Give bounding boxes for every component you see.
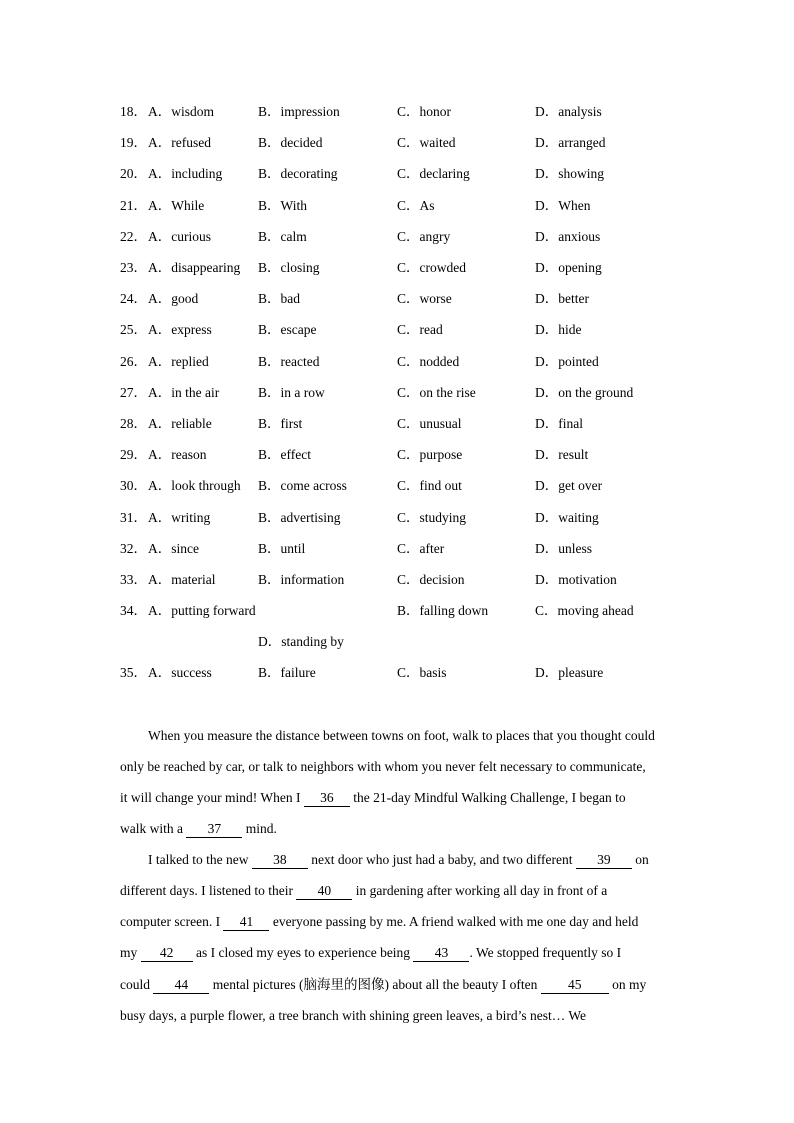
- passage-line: [120, 881, 607, 901]
- question-number: 23．: [120, 260, 147, 275]
- passage-text: mind.: [242, 821, 277, 836]
- passage-text: everyone passing by me. A friend walked with me one day and held: [269, 914, 639, 929]
- option-a: A．material: [148, 572, 216, 587]
- option-b: B．falling down: [397, 603, 489, 618]
- option-c: C．As: [397, 198, 435, 213]
- option-a: A．While: [148, 198, 205, 213]
- passage-text: walk with a: [120, 821, 187, 836]
- blank-37: 37: [186, 821, 242, 838]
- question-number: 30．: [120, 478, 147, 493]
- option-a: A．reason: [148, 447, 207, 462]
- question-number: 33．: [120, 572, 147, 587]
- question-number: 35．: [120, 665, 147, 680]
- option-b: B．reacted: [258, 354, 320, 369]
- option-a: A．refused: [148, 135, 211, 150]
- blank-44: 44: [153, 977, 209, 994]
- option-b: B．come across: [258, 478, 347, 493]
- passage-text: on my: [608, 977, 647, 992]
- option-c: C．after: [397, 541, 445, 556]
- question-number: 22．: [120, 229, 147, 244]
- option-a: A．putting forward: [148, 603, 256, 618]
- passage-text: it will change your mind! When I: [120, 790, 304, 805]
- option-c: C．studying: [397, 510, 467, 525]
- blank-40: 40: [296, 883, 352, 900]
- option-c: C．find out: [397, 478, 462, 493]
- option-a: A．good: [148, 291, 199, 306]
- passage-text: When you measure the distance between towns on foot, walk to places that you thought could: [148, 728, 655, 743]
- option-b: B．With: [258, 198, 307, 213]
- option-d: D．get over: [535, 478, 603, 493]
- passage-text: the 21-day Mindful Walking Challenge, I began to: [349, 790, 626, 805]
- option-b: B．decided: [258, 135, 323, 150]
- blank-41: 41: [223, 914, 269, 931]
- passage-line: [120, 757, 646, 777]
- blank-39: 39: [576, 852, 632, 869]
- passage-line: [120, 819, 277, 839]
- option-d: D．final: [535, 416, 583, 431]
- option-d: D．motivation: [535, 572, 617, 587]
- blank-43: 43: [413, 945, 469, 962]
- option-d: D．on the ground: [535, 385, 634, 400]
- passage-line: [120, 912, 638, 932]
- passage-text: could: [120, 977, 154, 992]
- passage-line: [120, 788, 626, 808]
- option-c: C．read: [397, 322, 443, 337]
- option-c: C．crowded: [397, 260, 466, 275]
- option-b: B．calm: [258, 229, 307, 244]
- option-b: B．bad: [258, 291, 300, 306]
- option-b: B．first: [258, 416, 303, 431]
- option-c: C．angry: [397, 229, 451, 244]
- option-b: B．information: [258, 572, 345, 587]
- passage-text: mental pictures (脑海里的图像) about all the beauty I often: [209, 977, 541, 992]
- option-c: C．moving ahead: [535, 603, 634, 618]
- question-number: 21．: [120, 198, 147, 213]
- blank-42: 42: [141, 945, 193, 962]
- option-a: A．replied: [148, 354, 209, 369]
- option-b: B．impression: [258, 104, 340, 119]
- blank-38: 38: [252, 852, 308, 869]
- option-c: C．decision: [397, 572, 465, 587]
- question-number: 28．: [120, 416, 147, 431]
- option-d: D．anxious: [535, 229, 601, 244]
- question-number: 26．: [120, 354, 147, 369]
- question-number: 19．: [120, 135, 147, 150]
- passage-text: busy days, a purple flower, a tree branch with shining green leaves, a bird’s nest… We: [120, 1008, 586, 1023]
- option-d: D．When: [535, 198, 591, 213]
- option-d: D．analysis: [535, 104, 602, 119]
- option-a: A．wisdom: [148, 104, 215, 119]
- option-b: B．decorating: [258, 166, 338, 181]
- passage-text: next door who just had a baby, and two different: [307, 852, 576, 867]
- passage-line: [120, 975, 646, 995]
- option-c: C．worse: [397, 291, 452, 306]
- option-c: C．nodded: [397, 354, 460, 369]
- option-d: D．better: [535, 291, 589, 306]
- passage-text: only be reached by car, or talk to neighbors with whom you never felt necessary to communicate,: [120, 759, 646, 774]
- passage-text: on: [631, 852, 649, 867]
- option-a: A．including: [148, 166, 223, 181]
- option-a: A．since: [148, 541, 199, 556]
- option-d: D．waiting: [535, 510, 599, 525]
- passage-text: my: [120, 945, 141, 960]
- option-c: C．declaring: [397, 166, 470, 181]
- option-b: B．effect: [258, 447, 311, 462]
- passage-text: in gardening after working all day in front of a: [352, 883, 608, 898]
- option-b: B．escape: [258, 322, 317, 337]
- option-c: C．basis: [397, 665, 447, 680]
- option-a: A．curious: [148, 229, 211, 244]
- option-d: D．unless: [535, 541, 592, 556]
- option-c: C．unusual: [397, 416, 462, 431]
- option-a: A．success: [148, 665, 212, 680]
- option-b: B．advertising: [258, 510, 341, 525]
- blank-45: 45: [541, 977, 609, 994]
- passage-line: [120, 943, 621, 963]
- passage-text: computer screen. I: [120, 914, 224, 929]
- option-d: D．standing by: [258, 634, 344, 649]
- option-a: A．writing: [148, 510, 211, 525]
- option-b: B．closing: [258, 260, 320, 275]
- option-a: A．disappearing: [148, 260, 241, 275]
- option-d: D．pointed: [535, 354, 599, 369]
- option-d: D．opening: [535, 260, 602, 275]
- passage-line: [148, 726, 655, 746]
- passage-text: as I closed my eyes to experience being: [192, 945, 414, 960]
- option-b: B．failure: [258, 665, 316, 680]
- passage-text: I talked to the new: [148, 852, 252, 867]
- question-number: 24．: [120, 291, 147, 306]
- question-number: 18．: [120, 104, 147, 119]
- option-c: C．purpose: [397, 447, 463, 462]
- option-d: D．pleasure: [535, 665, 604, 680]
- option-d: D．arranged: [535, 135, 606, 150]
- question-number: 31．: [120, 510, 147, 525]
- question-number: 32．: [120, 541, 147, 556]
- option-c: C．waited: [397, 135, 456, 150]
- option-a: A．express: [148, 322, 212, 337]
- question-number: 27．: [120, 385, 147, 400]
- option-c: C．honor: [397, 104, 451, 119]
- passage-line: [148, 850, 649, 870]
- option-b: B．in a row: [258, 385, 325, 400]
- question-number: 34．: [120, 603, 147, 618]
- passage-text: different days. I listened to their: [120, 883, 297, 898]
- option-a: A．reliable: [148, 416, 212, 431]
- option-c: C．on the rise: [397, 385, 476, 400]
- passage-line: [120, 1006, 586, 1026]
- option-a: A．look through: [148, 478, 241, 493]
- option-d: D．showing: [535, 166, 605, 181]
- passage-text: . We stopped frequently so I: [469, 945, 622, 960]
- question-number: 20．: [120, 166, 147, 181]
- question-number: 29．: [120, 447, 147, 462]
- option-d: D．hide: [535, 322, 582, 337]
- option-d: D．result: [535, 447, 589, 462]
- reading-passage: [120, 0, 680, 1123]
- option-a: A．in the air: [148, 385, 220, 400]
- option-b: B．until: [258, 541, 306, 556]
- question-number: 25．: [120, 322, 147, 337]
- blank-36: 36: [304, 790, 350, 807]
